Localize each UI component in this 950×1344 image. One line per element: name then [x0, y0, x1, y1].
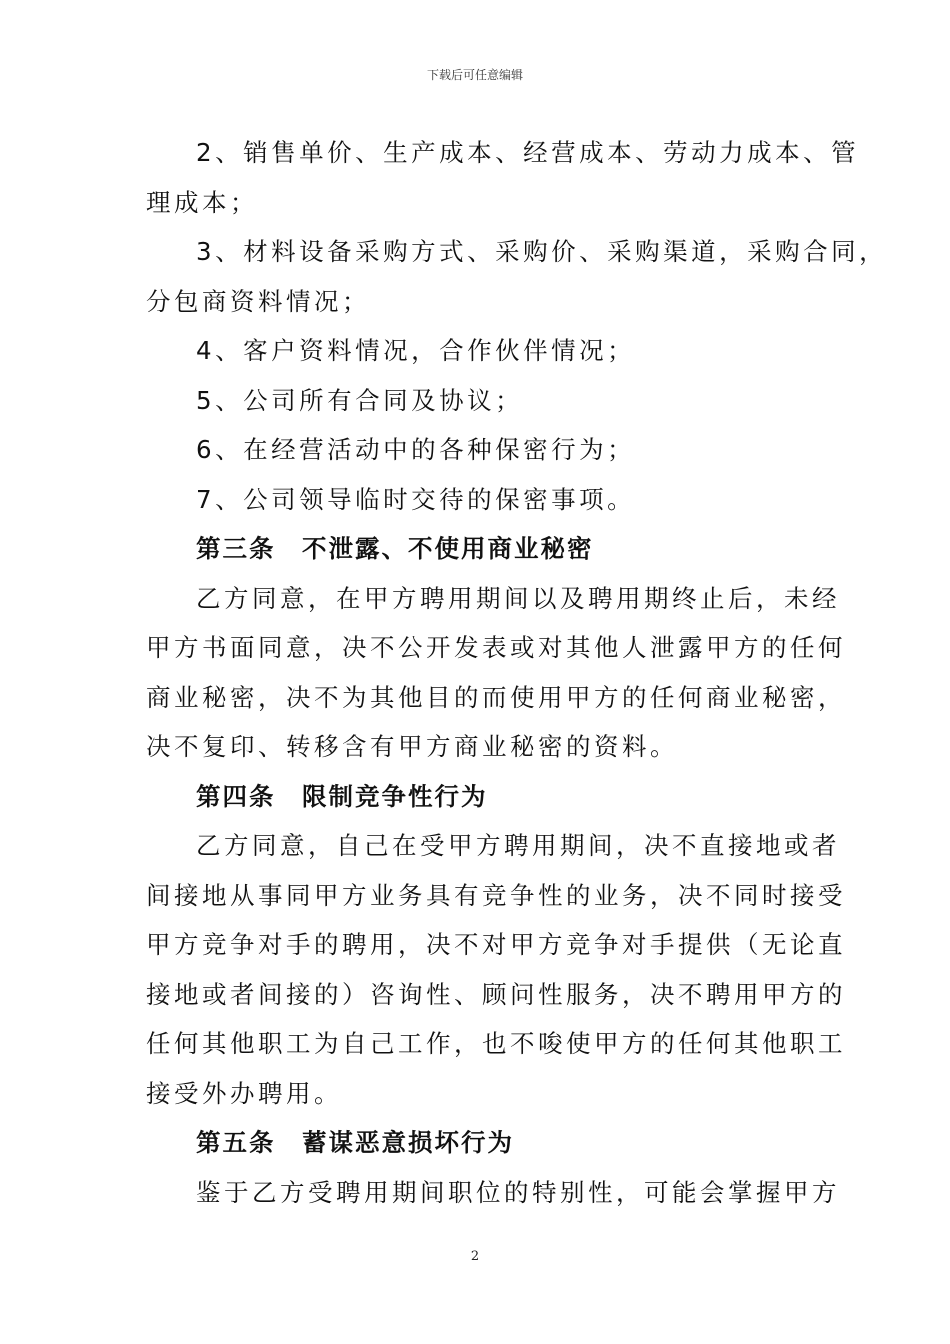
article-4-paragraph-line: 接受外办聘用。 — [146, 1078, 342, 1108]
article-4-heading: 第四条 限制竞争性行为 — [196, 781, 488, 811]
document-body — [146, 128, 888, 1217]
article-4-paragraph-line: 甲方竞争对手的聘用，决不对甲方竞争对手提供（无论直 — [146, 930, 846, 959]
header-note: 下载后可任意编辑 — [426, 68, 523, 82]
page-number: 2 — [470, 1249, 480, 1264]
article-3-paragraph-line: 决不复印、转移含有甲方商业秘密的资料。 — [146, 732, 678, 761]
article-5-heading: 第五条 蓄谋恶意损坏行为 — [196, 1128, 514, 1157]
article-5-paragraph-line: 鉴于乙方受聘用期间职位的特别性，可能会掌握甲方 — [196, 1177, 840, 1207]
article-3-paragraph-line: 乙方同意，在甲方聘用期间以及聘用期终止后，未经 — [196, 583, 840, 613]
list-item-2: 2、销售单价、生产成本、经营成本、劳动力成本、管 — [196, 138, 860, 167]
list-item-3: 3、材料设备采购方式、采购价、采购渠道，采购合同， — [196, 237, 888, 266]
article-4-paragraph-line: 乙方同意，自己在受甲方聘用期间，决不直接地或者 — [196, 831, 840, 860]
article-3-heading: 第三条 不泄露、不使用商业秘密 — [196, 534, 594, 563]
article-4-paragraph-line: 间接地从事同甲方业务具有竞争性的业务，决不同时接受 — [146, 880, 846, 910]
list-item-4: 4、客户资料情况，合作伙伴情况； — [196, 336, 636, 365]
list-item-6: 6、在经营活动中的各种保密行为； — [196, 435, 636, 464]
list-item-5: 5、公司所有合同及协议； — [196, 385, 524, 415]
article-3-paragraph-line: 甲方书面同意，决不公开发表或对其他人泄露甲方的任何 — [146, 633, 846, 662]
list-item-2-continued: 理成本； — [146, 187, 258, 217]
article-3-paragraph-line: 商业秘密，决不为其他目的而使用甲方的任何商业秘密， — [146, 682, 846, 712]
article-4-paragraph-line: 任何其他职工为自己工作，也不唆使甲方的任何其他职工 — [146, 1029, 846, 1058]
article-4-paragraph-line: 接地或者间接的）咨询性、顾问性服务，决不聘用甲方的 — [146, 979, 846, 1009]
list-item-3-continued: 分包商资料情况； — [146, 286, 370, 316]
list-item-7: 7、公司领导临时交待的保密事项。 — [196, 484, 636, 514]
